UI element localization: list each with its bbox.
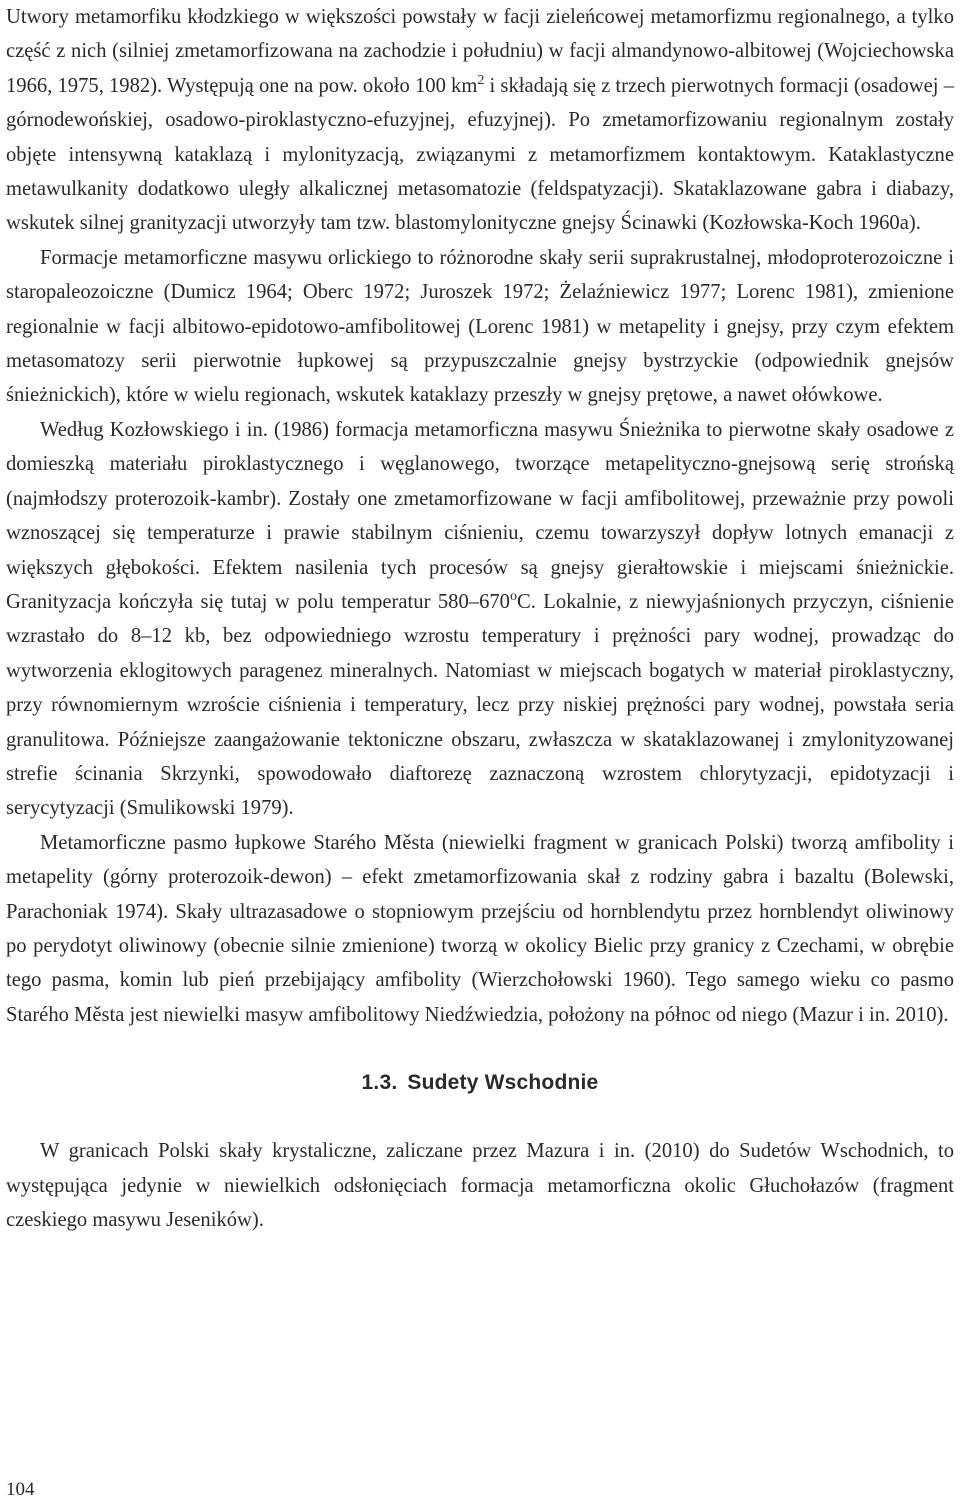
- section-title: Sudety Wschodnie: [407, 1071, 599, 1095]
- paragraph-text: Utwory metamorfiku kłodzkiego w większości powstały w facji zieleńcowej metamorfizmu regionalnego, a tylko część z nich (silniej zmetamorfizowana na zachodzie i południu) w facji almandynowo-albitowej (Wojciechowska 1966, 1975, 1982). Występują one na pow. około 100 km: [6, 6, 954, 97]
- superscript: o: [509, 588, 517, 604]
- paragraph-text: C. Lokalnie, z niewyjaśnionych przyczyn, ciśnienie wzrastało do 8–12 kb, bez odpowiedniego wzrostu temperatury i prężności pary wodnej, prowadząc do wytworzenia eklogitowych paragenez mineralnych. Natomiast w miejscach bogatych w materiał piroklastyczny, przy równomiernym wzroście ciśnienia i temperatury, lecz przy niskiej prężności pary wodnej, powstała seria granulitowa. Późniejsze zaangażowanie tektoniczne obszaru, zwłaszcza w skataklazowanej i zmylonityzowanej strefie ścinania Skrzynki, spowodowało diaftorezę zaznaczoną wzrostem chlorytyzacji, epidotyzacji i serycytyzacji (Smulikowski 1979).: [6, 590, 954, 820]
- paragraph-masyw-orlicki: Formacje metamorficzne masywu orlickiego to różnorodne skały serii suprakrustalnej, młodoproterozoiczne i staropaleozoiczne (Dumicz 1964; Oberc 1972; Juroszek 1972; Żelaźniewicz 1977; Lorenc 1981), zmienione regionalnie w facji albitowo-epidotowo-amfibolitowej (Lorenc 1981) w metapelity i gnejsy, przy czym efektem metasomatozy serii pierwotnie łupkowej są przypuszczalnie gnejsy bystrzyckie (odpowiednik gnejsów śnieżnickich), które w wielu regionach, wskutek kataklazy przeszły w gnejsy prętowe, a nawet ołówkowe.: [6, 246, 954, 407]
- section-number: 1.3.: [361, 1071, 398, 1095]
- paragraph-metamorfik-klodzki: [6, 0, 954, 241]
- paragraph-text: Według Kozłowskiego i in. (1986) formacja metamorficzna masywu Śnieżnika to pierwotne skały osadowe z domieszką materiału piroklastycznego i węglanowego, tworzące metapelityczno-gnejsową serię strońską (najmłodszy proterozoik-kambr). Zostały one zmetamorfizowane w facji amfibolitowej, przeważnie przy powoli wznoszącej się temperaturze i prawie stabilnym ciśnieniu, czemu towarzyszył dopływ lotnych emanacji z większych głębokości. Efektem nasilenia tych procesów są gnejsy gierałtowskie i miejscami śnieżnickie. Granityzacja kończyła się tutaj w polu temperatur 580–670: [6, 418, 954, 613]
- paragraph-sudety-wschodnie: W granicach Polski skały krystaliczne, zaliczane przez Mazura i in. (2010) do Sudetów Wschodnich, to występująca jedynie w niewielkich odsłonięciach formacja metamorficzna okolic Głuchołazów (fragment czeskiego masywu Jeseników).: [6, 1140, 954, 1231]
- superscript: 2: [477, 72, 485, 88]
- page-body: [6, 0, 954, 1237]
- section-heading: [6, 1066, 954, 1100]
- paragraph-masyw-snieznika: [6, 413, 954, 826]
- paragraph-text: i składają się z trzech pierwotnych formacji (osadowej – górnodewońskiej, osadowo-piroklastyczno-efuzyjnej, efuzyjnej). Po zmetamorfizowaniu regionalnym zostały objęte intensywną kataklazą i mylonityzacją, związanymi z metamorfizmem kontaktowym. Kataklastyczne metawulkanity dodatkowo uległy alkalicznej metasomatozie (feldspatyzacji). Skataklazowane gabra i diabazy, wskutek silnej granityzacji utworzyły tam tzw. blastomylonityczne gnejsy Ścinawki (Kozłowska-Koch 1960a).: [6, 74, 954, 235]
- page-number: 104: [6, 1479, 35, 1500]
- paragraph-stare-mesto: Metamorficzne pasmo łupkowe Starého Města (niewielki fragment w granicach Polski) tworzą amfibolity i metapelity (górny proterozoik-dewon) – efekt zmetamorfizowania skał z rodziny gabra i bazaltu (Bolewski, Parachoniak 1974). Skały ultrazasadowe o stopniowym przejściu od hornblendytu przez hornblendyt oliwinowy po perydotyt oliwinowy (obecnie silnie zmienione) tworzą w okolicy Bielic przy granicy z Czechami, w obrębie tego pasma, komin lub pień przebijający amfibolity (Wierzchołowski 1960). Tego samego wieku co pasmo Starého Města jest niewielki masyw amfibolitowy Niedźwiedzia, położony na północ od niego (Mazur i in. 2010).: [6, 831, 954, 1026]
